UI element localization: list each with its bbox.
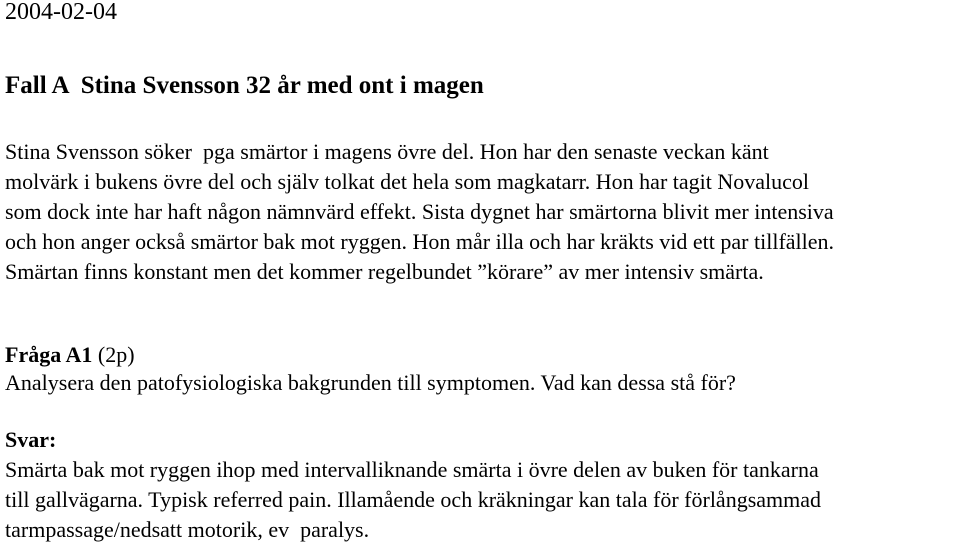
answer-text	[5, 455, 821, 545]
document-date: 2004-02-04	[5, 0, 117, 25]
question-heading	[5, 340, 135, 370]
question-points: (2p)	[92, 342, 135, 367]
case-description	[5, 137, 834, 287]
case-line: och hon anger också smärtor bak mot ryggen. Hon mår illa och har kräkts vid ett par tillfällen.	[5, 229, 835, 254]
case-line: Smärtan finns konstant men det kommer regelbundet ”körare” av mer intensiv smärta.	[5, 259, 764, 284]
case-line: molvärk i bukens övre del och själv tolkat det hela som magkatarr. Hon har tagit Novalucol	[5, 169, 810, 194]
answer-line: tarmpassage/nedsatt motorik, ev paralys.	[5, 517, 370, 542]
case-title: Fall A Stina Svensson 32 år med ont i magen	[5, 72, 484, 99]
answer-label: Svar:	[5, 427, 57, 452]
question-label: Fråga A1	[5, 342, 93, 367]
case-line: Stina Svensson söker pga smärtor i magens övre del. Hon har den senaste veckan känt	[5, 139, 769, 164]
question-text: Analysera den patofysiologiska bakgrunden till symptomen. Vad kan dessa stå för?	[5, 370, 736, 395]
answer-line: Smärta bak mot ryggen ihop med intervalliknande smärta i övre delen av buken för tankarna	[5, 457, 819, 482]
answer-line: till gallvägarna. Typisk referred pain. Illamående och kräkningar kan tala för förlångsammad	[5, 487, 822, 512]
case-line: som dock inte har haft någon nämnvärd effekt. Sista dygnet har smärtorna blivit mer intensiva	[5, 199, 834, 224]
